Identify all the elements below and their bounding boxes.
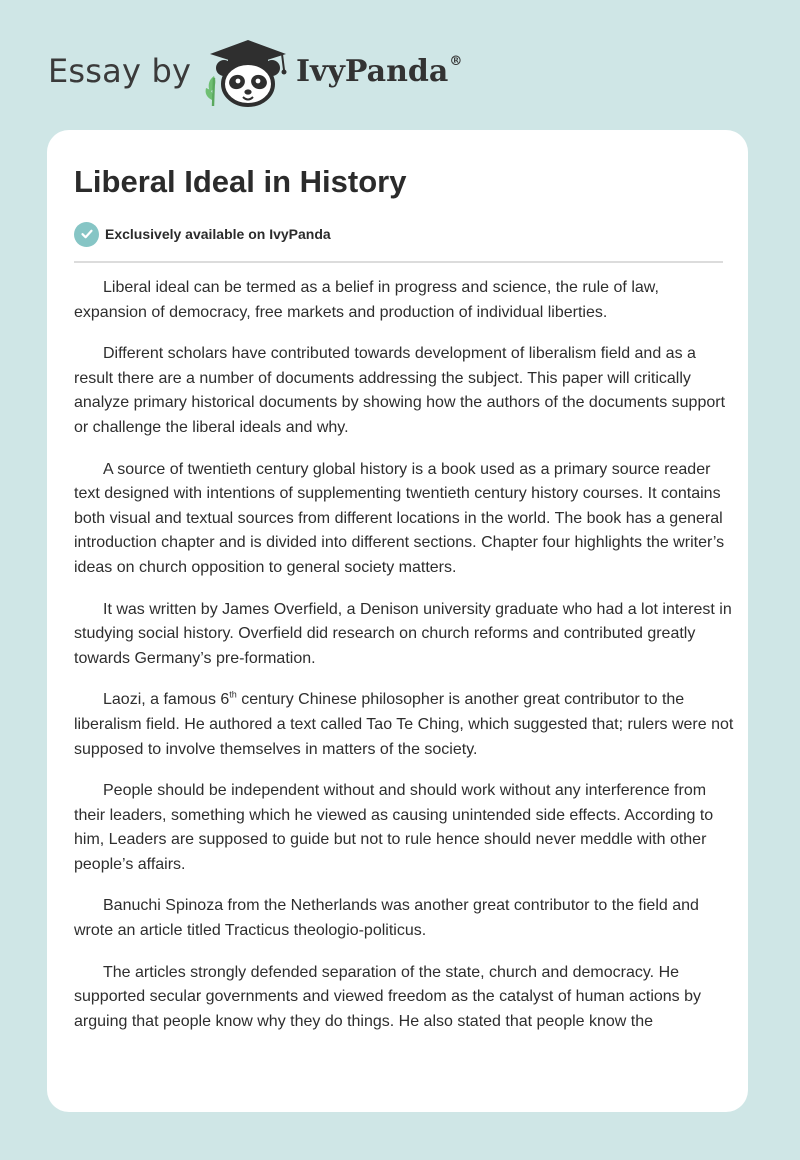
essay-by-label: Essay by <box>48 52 192 90</box>
ordinal-suffix: th <box>229 689 237 700</box>
panda-graduate-mascot-icon <box>202 34 294 110</box>
title-divider <box>74 261 723 263</box>
site-header <box>48 34 508 110</box>
paragraph: The articles strongly defended separation of the state, church and democracy. He supported secular governments and viewed freedom as the catalyst of human actions by arguing that people know why they do things. He also stated that people know the <box>74 963 702 1030</box>
check-circle-icon <box>74 222 99 247</box>
page-title: Liberal Ideal in History <box>74 164 407 199</box>
paragraph: People should be independent without and should work without any interference from their leaders, something which he viewed as causing unintended side effects. According to him, Leaders are supposed to guide but not to rule hence should never meddle with other people’s affairs. <box>74 782 714 873</box>
exclusive-badge <box>74 221 331 247</box>
essay-body <box>74 276 734 1051</box>
paragraph: Laozi, a famous 6th century Chinese philosopher is another great contributor to the liberalism field. He authored a text called Tao Te Ching, which suggested that; rulers were not supposed to involve themselves in matters of the society. <box>74 689 734 758</box>
essay-card <box>47 130 748 1112</box>
registered-mark: ® <box>449 54 463 69</box>
exclusive-badge-label: Exclusively available on IvyPanda <box>105 226 331 242</box>
paragraph: Banuchi Spinoza from the Netherlands was another great contributor to the field and wrote an article titled Tracticus theologio-politicus. <box>74 897 699 940</box>
paragraph: Different scholars have contributed towards development of liberalism field and as a result there are a number of documents addressing the subject. This paper will critically analyze primary historical documents by showing how the authors of the documents support or challenge the liberal ideals and why. <box>74 345 726 436</box>
paragraph: A source of twentieth century global history is a book used as a primary source reader text designed with intentions of supplementing twentieth century history courses. It contains both visual and textual sources from different locations in the world. The book has a general introduction chapter and is divided into different sections. Chapter four highlights the writer’s ideas on church opposition to general society matters. <box>74 460 725 576</box>
ivypanda-wordmark[interactable]: IvyPanda® <box>296 54 463 89</box>
paragraph: It was written by James Overfield, a Denison university graduate who had a lot interest in studying social history. Overfield did research on church reforms and contributed greatly towards Germany’s pre-formation. <box>74 600 732 667</box>
paragraph: Liberal ideal can be termed as a belief in progress and science, the rule of law, expansion of democracy, free markets and production of individual liberties. <box>74 279 659 321</box>
